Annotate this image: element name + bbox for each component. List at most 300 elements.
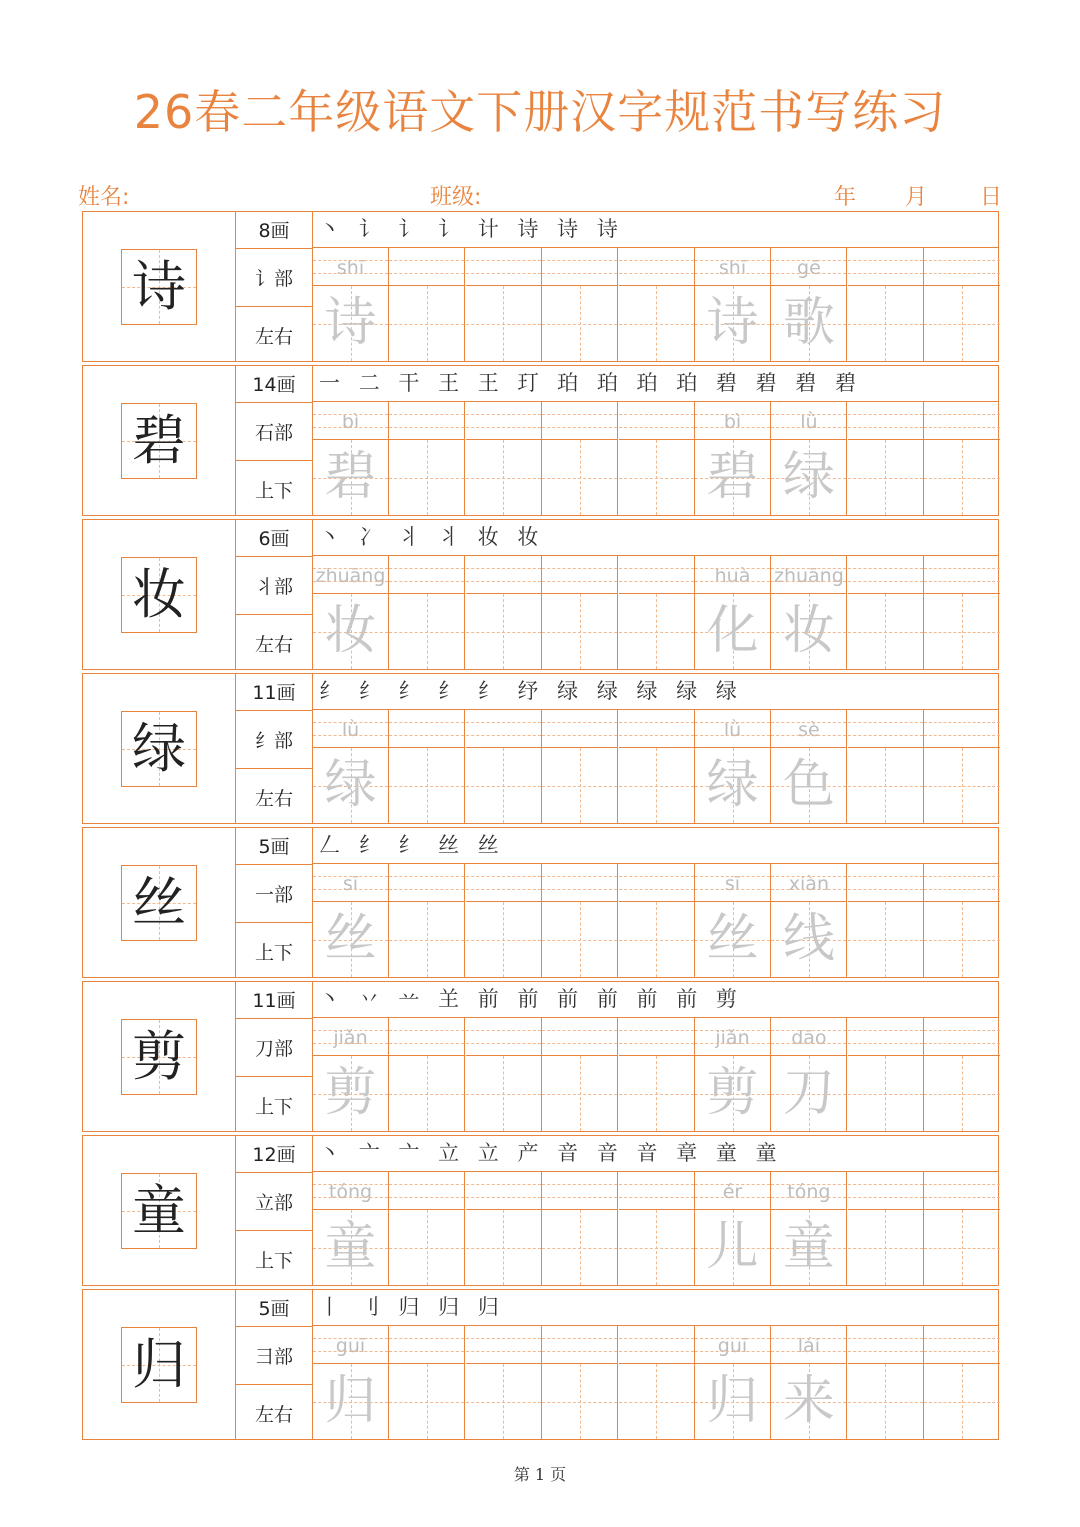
writing-cell[interactable] (848, 556, 924, 669)
stroke-count: 14画 (236, 366, 312, 403)
writing-cell[interactable] (542, 1018, 618, 1131)
stroke-step: 妆 (517, 525, 545, 549)
tianzige-box (466, 286, 541, 361)
tianzige-box (466, 1364, 541, 1439)
pinyin-line (542, 248, 617, 286)
stroke-step: 剪 (715, 987, 743, 1011)
stroke-step: 前 (517, 987, 545, 1011)
stroke-step: 绿 (557, 679, 585, 703)
pinyin-line (924, 402, 1000, 440)
model-character (121, 865, 197, 941)
trace-character: 歌 (782, 293, 835, 353)
model-character-text: 诗 (132, 255, 186, 318)
tianzige-box (771, 748, 846, 823)
pinyin-line (619, 864, 694, 902)
writing-cell[interactable] (619, 1018, 695, 1131)
stroke-count: 12画 (236, 1136, 312, 1173)
writing-cell[interactable] (924, 248, 1000, 361)
writing-cell[interactable] (924, 1326, 1000, 1439)
stroke-step: 绿 (676, 679, 704, 703)
stroke-step: 诗 (517, 217, 545, 241)
character-info (236, 366, 313, 515)
stroke-step: 珀 (596, 371, 624, 395)
pinyin-line (466, 864, 541, 902)
trace-character: 童 (782, 1217, 835, 1277)
writing-cell[interactable] (619, 1326, 695, 1439)
tianzige-box (542, 594, 617, 669)
writing-cell[interactable] (313, 710, 389, 823)
stroke-step: 归 (438, 1295, 466, 1319)
writing-cell[interactable] (542, 1326, 618, 1439)
pinyin-line (619, 710, 694, 748)
pinyin-line (466, 248, 541, 286)
pinyin-line (466, 710, 541, 748)
stroke-order (313, 212, 998, 248)
writing-cell[interactable] (924, 1172, 1000, 1285)
trace-character: 归 (706, 1371, 759, 1431)
character-block (82, 981, 999, 1132)
writing-cell[interactable] (771, 1326, 847, 1439)
pinyin-line: guī (695, 1326, 770, 1364)
writing-cell[interactable] (389, 710, 465, 823)
model-character (121, 1019, 197, 1095)
pinyin-line (924, 1172, 1000, 1210)
pinyin-line: shī (695, 248, 770, 286)
tianzige-box (542, 902, 617, 977)
stroke-step: 纟 (358, 833, 386, 857)
writing-cell[interactable] (695, 1018, 771, 1131)
tianzige-box (466, 1056, 541, 1131)
structure: 左右 (254, 788, 293, 810)
pinyin-line (924, 1018, 1000, 1056)
stroke-order (313, 1290, 998, 1326)
tianzige-box (848, 1210, 923, 1285)
tianzige-box (848, 902, 923, 977)
writing-cell[interactable] (542, 1172, 618, 1285)
stroke-count: 5画 (236, 1290, 312, 1327)
writing-cell[interactable] (771, 1018, 847, 1131)
pinyin-line (389, 710, 464, 748)
character-info (236, 674, 313, 823)
writing-cell[interactable] (466, 556, 542, 669)
tianzige-box (389, 594, 464, 669)
pinyin-line: dāo (771, 1018, 846, 1056)
stroke-step: 珀 (676, 371, 704, 395)
writing-cell[interactable] (542, 864, 618, 977)
pinyin-line (848, 248, 923, 286)
writing-cell[interactable] (848, 864, 924, 977)
stroke-step: 丶 (319, 1141, 346, 1165)
tianzige-box (542, 440, 617, 515)
writing-cell[interactable] (389, 402, 465, 515)
writing-cell[interactable] (542, 710, 618, 823)
tianzige-box (924, 1210, 1000, 1285)
writing-grid (313, 710, 998, 823)
writing-cell[interactable] (466, 1326, 542, 1439)
writing-cell[interactable] (389, 248, 465, 361)
writing-cell[interactable] (542, 248, 618, 361)
pinyin-line: lǜ (771, 402, 846, 440)
writing-cell[interactable] (924, 556, 1000, 669)
model-character (121, 557, 197, 633)
stroke-step: 音 (596, 1141, 624, 1165)
stroke-step: 绿 (596, 679, 624, 703)
character-info (236, 828, 313, 977)
writing-cell[interactable] (313, 556, 389, 669)
radical: 讠部 (236, 248, 312, 307)
writing-cell[interactable] (466, 1018, 542, 1131)
writing-cell[interactable] (389, 864, 465, 977)
stroke-step: 前 (557, 987, 585, 1011)
tianzige-box (924, 902, 1000, 977)
structure: 上下 (254, 480, 293, 502)
writing-cell[interactable] (924, 402, 1000, 515)
stroke-step: 诗 (596, 217, 624, 241)
stroke-step: 童 (755, 1141, 783, 1165)
writing-cell[interactable] (771, 710, 847, 823)
stroke-count: 8画 (236, 212, 312, 249)
tianzige-box (389, 1056, 464, 1131)
trace-character: 绿 (782, 447, 835, 507)
tianzige-box (313, 748, 388, 823)
structure: 上下 (254, 942, 293, 964)
pinyin-line (619, 556, 694, 594)
stroke-step: 干 (398, 371, 426, 395)
tianzige-box (313, 1056, 388, 1131)
writing-cell[interactable] (313, 1018, 389, 1131)
pinyin-line: tóng (313, 1172, 388, 1210)
stroke-step: 纟 (319, 679, 346, 703)
pinyin-line: ér (695, 1172, 770, 1210)
writing-cell[interactable] (695, 1172, 771, 1285)
trace-character: 线 (782, 909, 835, 969)
tianzige-box (466, 440, 541, 515)
pinyin-line (389, 556, 464, 594)
writing-cell[interactable] (466, 710, 542, 823)
pinyin-line (542, 864, 617, 902)
trace-character: 剪 (324, 1063, 377, 1123)
trace-character: 归 (324, 1371, 377, 1431)
writing-cell[interactable] (771, 1172, 847, 1285)
pinyin-line: zhuāng (771, 556, 846, 594)
stroke-count: 5画 (236, 828, 312, 865)
pinyin-line (542, 1172, 617, 1210)
tianzige-box (389, 902, 464, 977)
structure: 左右 (254, 1404, 293, 1426)
pinyin-line (619, 1326, 694, 1364)
stroke-step: 立 (477, 1141, 505, 1165)
stroke-step: 王 (438, 371, 466, 395)
writing-cell[interactable] (619, 864, 695, 977)
stroke-order (313, 982, 998, 1018)
stroke-step: 前 (676, 987, 704, 1011)
character-block (82, 211, 999, 362)
tianzige-box (542, 748, 617, 823)
writing-cell[interactable] (466, 402, 542, 515)
tianzige-box (542, 1210, 617, 1285)
pinyin-line (389, 248, 464, 286)
stroke-step: 冫 (358, 525, 386, 549)
trace-character: 绿 (706, 755, 759, 815)
tianzige-box (313, 594, 388, 669)
tianzige-box (848, 748, 923, 823)
tianzige-box (466, 1210, 541, 1285)
writing-cell[interactable] (466, 864, 542, 977)
stroke-step: 归 (477, 1295, 505, 1319)
tianzige-box (771, 1210, 846, 1285)
tianzige-box (771, 1056, 846, 1131)
writing-cell[interactable] (924, 864, 1000, 977)
pinyin-line (389, 1018, 464, 1056)
tianzige-box (313, 1364, 388, 1439)
radical: 一部 (236, 864, 312, 923)
stroke-order (313, 366, 998, 402)
writing-cell[interactable] (542, 402, 618, 515)
stroke-order (313, 828, 998, 864)
pinyin-line (924, 864, 1000, 902)
tianzige-box (695, 1364, 770, 1439)
tianzige-box (848, 594, 923, 669)
writing-cell[interactable] (695, 710, 771, 823)
stroke-order (313, 674, 998, 710)
structure: 上下 (254, 1250, 293, 1272)
writing-cell[interactable] (848, 1326, 924, 1439)
stroke-step: 立 (438, 1141, 466, 1165)
writing-cell[interactable] (848, 248, 924, 361)
tianzige-box (313, 902, 388, 977)
pinyin-line (924, 556, 1000, 594)
pinyin-line (924, 248, 1000, 286)
writing-cell[interactable] (313, 864, 389, 977)
stroke-step: 妆 (477, 525, 505, 549)
pinyin-line (542, 1018, 617, 1056)
practice-sheet (82, 211, 999, 1443)
writing-cell[interactable] (771, 864, 847, 977)
writing-cell[interactable] (695, 864, 771, 977)
stroke-step: 童 (715, 1141, 743, 1165)
pinyin-line (848, 864, 923, 902)
writing-cell[interactable] (619, 402, 695, 515)
model-character-text: 童 (132, 1179, 186, 1242)
tianzige-box (771, 440, 846, 515)
model-character (121, 1173, 197, 1249)
tianzige-box (848, 440, 923, 515)
page-title: 26春二年级语文下册汉字规范书写练习 (133, 85, 947, 139)
name-label: 姓名: (78, 185, 130, 210)
trace-character: 绿 (324, 755, 377, 815)
writing-cell[interactable] (848, 710, 924, 823)
writing-cell[interactable] (389, 1326, 465, 1439)
character-info (236, 1290, 313, 1439)
writing-cell[interactable] (695, 1326, 771, 1439)
stroke-step: 碧 (795, 371, 823, 395)
stroke-step: 前 (596, 987, 624, 1011)
character-block (82, 519, 999, 670)
radical: 丬部 (236, 556, 312, 615)
tianzige-box (695, 1210, 770, 1285)
stroke-step: 丶 (319, 525, 346, 549)
writing-cell[interactable] (771, 402, 847, 515)
tianzige-box (924, 748, 1000, 823)
pinyin-line: bì (313, 402, 388, 440)
stroke-step: 归 (398, 1295, 426, 1319)
stroke-step: 诗 (557, 217, 585, 241)
pinyin-line (466, 1326, 541, 1364)
trace-character: 诗 (706, 293, 759, 353)
writing-cell[interactable] (619, 556, 695, 669)
tianzige-box (924, 286, 1000, 361)
pinyin-line: lǜ (695, 710, 770, 748)
stroke-step: 碧 (755, 371, 783, 395)
tianzige-box (924, 594, 1000, 669)
trace-character: 丝 (706, 909, 759, 969)
stroke-step: 珀 (557, 371, 585, 395)
writing-cell[interactable] (924, 710, 1000, 823)
pinyin-line (848, 1172, 923, 1210)
stroke-step: 音 (557, 1141, 585, 1165)
writing-cell[interactable] (695, 402, 771, 515)
writing-cell[interactable] (313, 1172, 389, 1285)
stroke-step: 纟 (477, 679, 505, 703)
writing-cell[interactable] (619, 1172, 695, 1285)
structure: 左右 (254, 634, 293, 656)
tianzige-box (771, 286, 846, 361)
stroke-step: 玎 (517, 371, 545, 395)
pinyin-line: huà (695, 556, 770, 594)
writing-cell[interactable] (466, 248, 542, 361)
model-character (121, 403, 197, 479)
pinyin-line (619, 248, 694, 286)
stroke-step: 章 (676, 1141, 704, 1165)
character-block (82, 365, 999, 516)
stroke-count: 11画 (236, 674, 312, 711)
tianzige-box (619, 1056, 694, 1131)
pinyin-line (619, 1172, 694, 1210)
character-info (236, 1136, 313, 1285)
writing-cell[interactable] (771, 556, 847, 669)
model-character (121, 711, 197, 787)
writing-cell[interactable] (389, 1172, 465, 1285)
writing-cell[interactable] (389, 1018, 465, 1131)
stroke-step: 丶 (319, 217, 346, 241)
radical: 立部 (236, 1172, 312, 1231)
stroke-step: 刂 (358, 1295, 386, 1319)
writing-cell[interactable] (771, 248, 847, 361)
pinyin-line (848, 402, 923, 440)
tianzige-box (771, 902, 846, 977)
writing-cell[interactable] (695, 556, 771, 669)
tianzige-box (389, 286, 464, 361)
model-character (121, 249, 197, 325)
tianzige-box (542, 1364, 617, 1439)
writing-grid (313, 248, 998, 361)
tianzige-box (619, 902, 694, 977)
tianzige-box (619, 594, 694, 669)
writing-cell[interactable] (313, 1326, 389, 1439)
pinyin-line: jiǎn (313, 1018, 388, 1056)
tianzige-box (771, 1364, 846, 1439)
tianzige-box (695, 440, 770, 515)
writing-cell[interactable] (389, 556, 465, 669)
pinyin-line (542, 1326, 617, 1364)
tianzige-box (466, 748, 541, 823)
stroke-step: 碧 (834, 371, 862, 395)
pinyin-line: jiǎn (695, 1018, 770, 1056)
writing-cell[interactable] (924, 1018, 1000, 1131)
tianzige-box (695, 1056, 770, 1131)
writing-cell[interactable] (848, 1018, 924, 1131)
writing-grid (313, 1326, 998, 1439)
tianzige-box (313, 440, 388, 515)
stroke-step: 音 (636, 1141, 664, 1165)
pinyin-line (389, 1326, 464, 1364)
stroke-step: 碧 (715, 371, 743, 395)
pinyin-line (466, 1172, 541, 1210)
tianzige-box (848, 286, 923, 361)
pinyin-line (848, 556, 923, 594)
stroke-step: 丨 (319, 1295, 346, 1319)
tianzige-box (619, 748, 694, 823)
stroke-step: 丝 (477, 833, 505, 857)
writing-cell[interactable] (313, 402, 389, 515)
stroke-step: 𠃋 (319, 833, 346, 857)
stroke-step: 讠 (358, 217, 386, 241)
writing-grid (313, 556, 998, 669)
writing-cell[interactable] (542, 556, 618, 669)
pinyin-line: lái (771, 1326, 846, 1364)
pinyin-line (542, 710, 617, 748)
model-character-box (83, 982, 236, 1131)
pinyin-line (848, 1326, 923, 1364)
pinyin-line (542, 402, 617, 440)
tianzige-box (389, 748, 464, 823)
writing-cell[interactable] (848, 1172, 924, 1285)
pinyin-line: sè (771, 710, 846, 748)
writing-cell[interactable] (466, 1172, 542, 1285)
tianzige-box (771, 594, 846, 669)
pinyin-line: bì (695, 402, 770, 440)
class-label: 班级: (430, 185, 482, 210)
pinyin-line (542, 556, 617, 594)
structure: 上下 (254, 1096, 293, 1118)
year-label: 年 (834, 185, 857, 210)
trace-character: 色 (782, 755, 835, 815)
tianzige-box (542, 286, 617, 361)
radical: 彐部 (236, 1326, 312, 1385)
character-block (82, 1135, 999, 1286)
stroke-step: 亠 (358, 1141, 386, 1165)
writing-cell[interactable] (619, 710, 695, 823)
writing-cell[interactable] (619, 248, 695, 361)
pinyin-line (848, 1018, 923, 1056)
character-block (82, 827, 999, 978)
tianzige-box (848, 1056, 923, 1131)
stroke-count: 6画 (236, 520, 312, 557)
pinyin-line (848, 710, 923, 748)
stroke-step: 计 (477, 217, 505, 241)
pinyin-line: sī (695, 864, 770, 902)
character-block (82, 673, 999, 824)
pinyin-line (389, 864, 464, 902)
model-character-text: 绿 (132, 717, 186, 780)
writing-cell[interactable] (695, 248, 771, 361)
tianzige-box (695, 286, 770, 361)
day-label: 日 (980, 185, 1003, 210)
writing-cell[interactable] (848, 402, 924, 515)
character-block (82, 1289, 999, 1440)
trace-character: 来 (782, 1371, 835, 1431)
writing-cell[interactable] (313, 248, 389, 361)
